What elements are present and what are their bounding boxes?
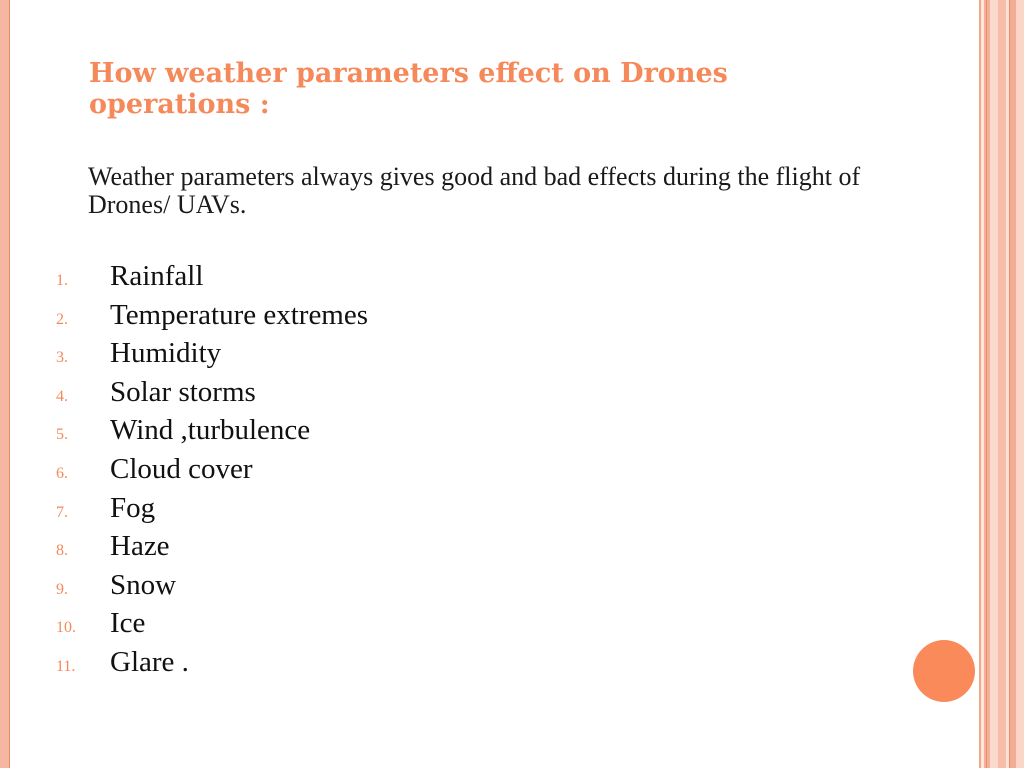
list-item <box>0 605 700 644</box>
list-item <box>0 335 700 374</box>
list-number: 1. <box>56 272 68 289</box>
list-item <box>0 412 700 451</box>
list-label: Fog <box>110 491 156 524</box>
list-number: 3. <box>56 349 68 367</box>
right-stripe-decoration <box>976 0 1024 768</box>
list-item <box>0 528 700 567</box>
list-number: 11. <box>56 657 76 675</box>
list-number: 9. <box>56 580 68 598</box>
list-number: 4. <box>56 387 68 405</box>
list-label: Haze <box>110 530 170 563</box>
list-label: Cloud cover <box>110 452 253 485</box>
slide-title: How weather parameters effect on Drones operations : <box>89 58 728 120</box>
intro-text: Weather parameters always gives good and bad effects during the flight of Drones/ UAVs. <box>88 162 861 219</box>
list-item <box>0 374 700 413</box>
list-item <box>0 567 700 606</box>
list-item <box>0 644 700 683</box>
list-item <box>0 297 700 336</box>
stripe-line <box>1009 0 1010 768</box>
list-label: Humidity <box>110 337 222 370</box>
list-label: Wind ,turbulence <box>110 414 311 447</box>
list-item <box>0 490 700 529</box>
list-number: 6. <box>56 464 68 482</box>
list-number: 10. <box>56 619 76 637</box>
list-label: Glare . <box>110 645 189 678</box>
list-number: 2. <box>56 310 68 328</box>
list-label: Snow <box>110 568 177 601</box>
orange-circle-decoration <box>913 640 975 702</box>
list-label: Solar storms <box>110 375 256 408</box>
list-item <box>0 451 700 490</box>
list-item <box>0 258 700 297</box>
weather-parameter-list <box>0 258 700 683</box>
list-number: 8. <box>56 542 68 560</box>
stripe-line <box>986 0 987 768</box>
list-number: 5. <box>56 426 68 444</box>
list-number: 7. <box>56 503 68 521</box>
list-label: Temperature extremes <box>110 298 369 331</box>
list-label: Ice <box>110 607 146 640</box>
list-label: Rainfall <box>110 260 204 292</box>
